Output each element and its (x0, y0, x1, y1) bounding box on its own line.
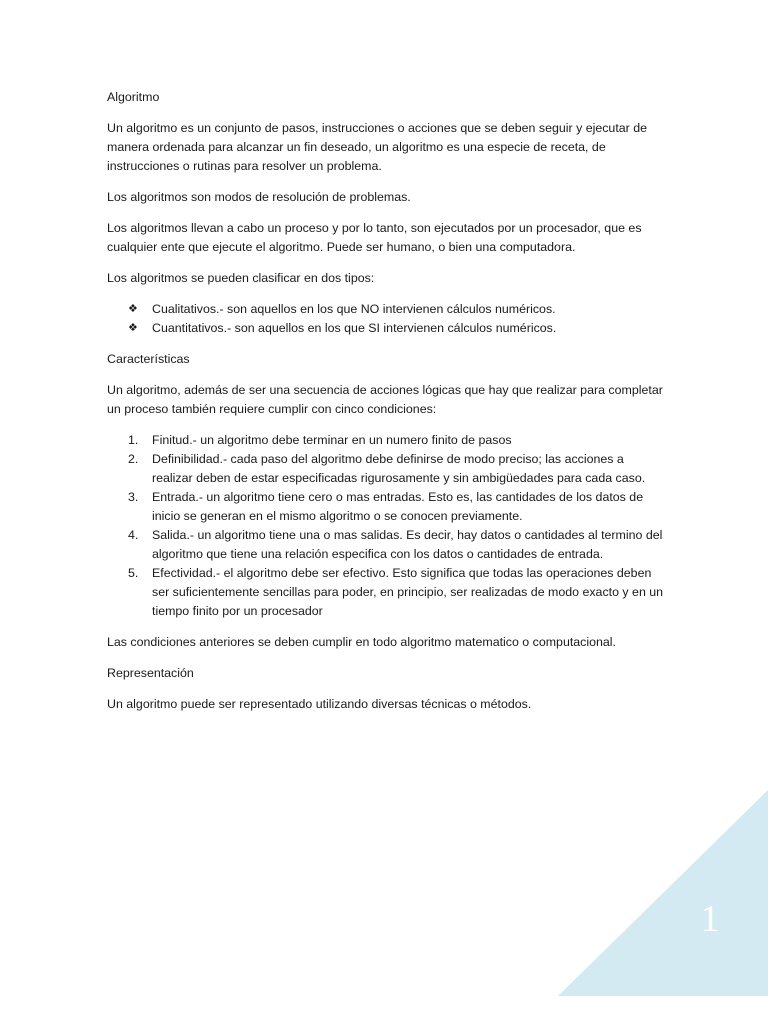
condition-text: Entrada.- un algoritmo tiene cero o mas entradas. Esto es, las cantidades de los datos de inicio se generan en el mismo algoritmo o se conocen previamente. (152, 490, 644, 523)
corner-triangle-shape (558, 790, 768, 996)
item-number: 5. (128, 566, 139, 580)
condition-text: Efectividad.- el algoritmo debe ser efectivo. Esto significa que todas las operaciones deben ser suficientemente sencillas para poder, en principio, ser realizadas de modo exacto y en un tiempo finito por un procesador (152, 566, 664, 618)
types-paragraph: Los algoritmos se pueden clasificar en dos tipos: (107, 271, 375, 285)
condition-text: Salida.- un algoritmo tiene una o mas salidas. Es decir, hay datos o cantidades al termino del algoritmo que tiene una relación especifica con los datos o cantidades de entrada. (152, 528, 663, 561)
list-item (107, 526, 667, 564)
representation-paragraph: Un algoritmo puede ser representado utilizando diversas técnicas o métodos. (107, 697, 532, 711)
item-number: 3. (128, 490, 139, 504)
page-number: 1 (700, 898, 720, 940)
diamond-star-bullet-icon: ❖ (128, 303, 138, 315)
list-item (107, 300, 667, 319)
list-item (107, 319, 667, 338)
document-title: Algoritmo (107, 90, 160, 104)
types-list (107, 300, 667, 338)
list-item (107, 564, 667, 621)
document-body (107, 88, 667, 726)
condition-text: Finitud.- un algoritmo debe terminar en un numero finito de pasos (152, 433, 512, 447)
type-text: Cuantitativos.- son aquellos en los que SI intervienen cálculos numéricos. (152, 321, 557, 335)
representation-heading: Representación (107, 666, 194, 680)
conditions-list (107, 431, 667, 621)
characteristics-heading: Características (107, 352, 190, 366)
corner-triangle-decoration (558, 790, 768, 996)
item-number: 2. (128, 452, 139, 466)
list-item (107, 450, 667, 488)
item-number: 4. (128, 528, 139, 542)
conditions-note-paragraph: Las condiciones anteriores se deben cumplir en todo algoritmo matematico o computacional. (107, 635, 616, 649)
modes-paragraph: Los algoritmos son modos de resolución de problemas. (107, 190, 411, 204)
process-paragraph: Los algoritmos llevan a cabo un proceso y por lo tanto, son ejecutados por un procesador, que es cualquier ente que ejecute el algoritmo. Puede ser humano, o bien una computadora. (107, 221, 642, 254)
item-number: 1. (128, 433, 139, 447)
characteristics-paragraph: Un algoritmo, además de ser una secuencia de acciones lógicas que hay que realizar para completar un proceso también requiere cumplir con cinco condiciones: (107, 383, 663, 416)
list-item (107, 431, 667, 450)
type-text: Cualitativos.- son aquellos en los que NO intervienen cálculos numéricos. (152, 302, 556, 316)
diamond-star-bullet-icon: ❖ (128, 322, 138, 334)
list-item (107, 488, 667, 526)
condition-text: Definibilidad.- cada paso del algoritmo debe definirse de modo preciso; las acciones a realizar deben de estar especificadas rigurosamente y sin ambigüedades para cada caso. (152, 452, 646, 485)
intro-paragraph: Un algoritmo es un conjunto de pasos, instrucciones o acciones que se deben seguir y ejecutar de manera ordenada para alcanzar un fin deseado, un algoritmo es una especie de receta, de instrucciones o rutinas para resolver un problema. (107, 121, 648, 173)
